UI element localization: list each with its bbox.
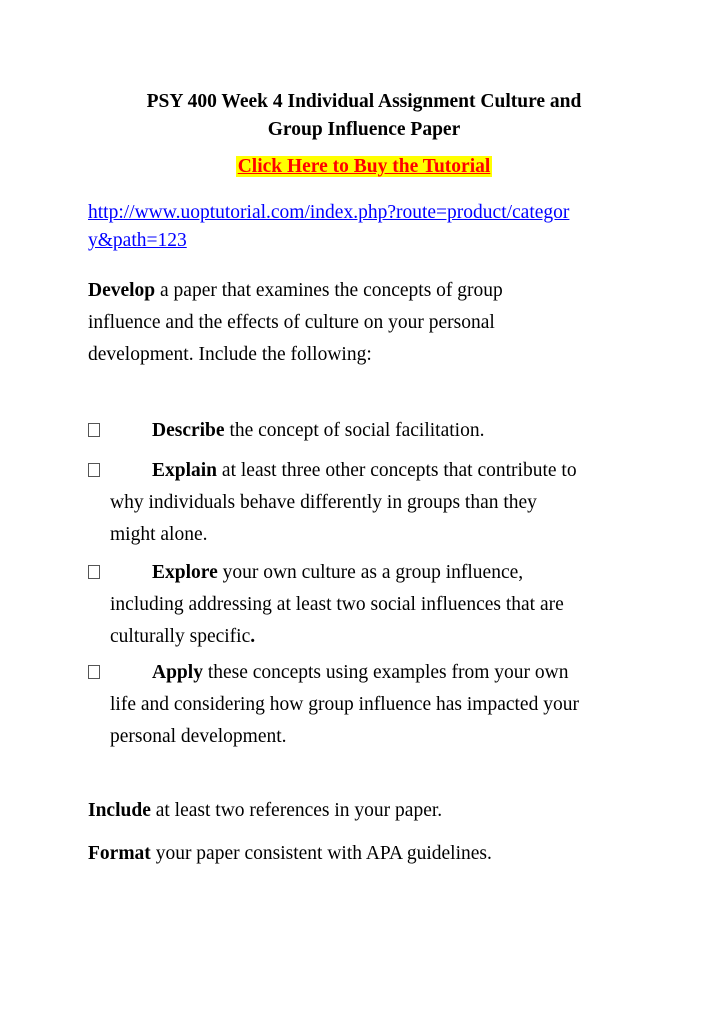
bullet-line-2: life and considering how group influence has impacted your bbox=[110, 694, 579, 715]
bullet-line-1: the concept of social facilitation. bbox=[224, 420, 485, 441]
include-bold-verb: Include bbox=[88, 800, 151, 821]
intro-bold-verb: Develop bbox=[88, 280, 156, 301]
format-text: your paper consistent with APA guidelines. bbox=[150, 843, 492, 864]
bullet-bold-verb: Apply bbox=[152, 662, 203, 683]
title-line-1: PSY 400 Week 4 Individual Assignment Culture and bbox=[146, 91, 582, 112]
bullet-line-3: culturally specific bbox=[110, 626, 251, 647]
page-title bbox=[88, 88, 640, 144]
bullet-line-1: your own culture as a group influence, bbox=[217, 562, 524, 583]
bullet-bold-verb: Describe bbox=[152, 420, 225, 441]
format-paragraph bbox=[88, 838, 648, 870]
buy-tutorial-link[interactable]: Click Here to Buy the Tutorial bbox=[237, 156, 491, 177]
bullet-box-icon bbox=[88, 463, 100, 477]
bullet-line-2: including addressing at least two social influences that are bbox=[110, 594, 564, 615]
bullet-line-3-period: . bbox=[250, 626, 256, 647]
buy-tutorial-link-row bbox=[88, 153, 640, 181]
bullet-line-2: why individuals behave differently in groups than they bbox=[110, 492, 537, 513]
format-bold-verb: Format bbox=[88, 843, 151, 864]
list-item bbox=[88, 415, 648, 447]
bullet-box-icon bbox=[88, 565, 100, 579]
bullet-line-3: might alone. bbox=[110, 524, 208, 545]
intro-line-3: development. Include the following: bbox=[88, 344, 372, 365]
bullet-box-icon bbox=[88, 665, 100, 679]
intro-line-2: influence and the effects of culture on your personal bbox=[88, 312, 495, 333]
title-line-2: Group Influence Paper bbox=[267, 119, 461, 140]
list-item bbox=[88, 657, 648, 753]
bullet-line-3: personal development. bbox=[110, 726, 287, 747]
include-text: at least two references in your paper. bbox=[150, 800, 443, 821]
intro-line-1: a paper that examines the concepts of group bbox=[155, 280, 503, 301]
bullet-bold-verb: Explore bbox=[152, 562, 218, 583]
include-paragraph bbox=[88, 795, 648, 827]
intro-paragraph bbox=[88, 275, 648, 371]
list-item bbox=[88, 455, 648, 551]
url-line-2: y&path=123 bbox=[88, 230, 187, 251]
bullet-line-3-wrap bbox=[88, 621, 648, 653]
product-url-link[interactable] bbox=[88, 199, 640, 255]
bullet-bold-verb: Explain bbox=[152, 460, 218, 481]
bullet-box-icon bbox=[88, 423, 100, 437]
bullet-line-1: these concepts using examples from your own bbox=[202, 662, 569, 683]
url-line-1: http://www.uoptutorial.com/index.php?route=product/categor bbox=[88, 202, 570, 223]
bullet-line-1: at least three other concepts that contribute to bbox=[217, 460, 577, 481]
list-item bbox=[88, 557, 648, 653]
